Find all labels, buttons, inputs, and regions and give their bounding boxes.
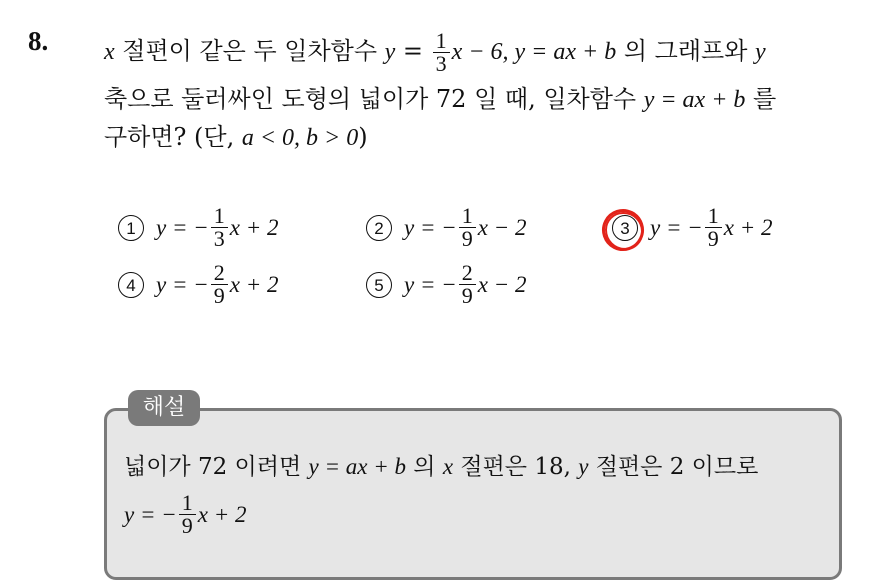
selected-answer-circle-inner (605, 212, 643, 250)
fraction: $\frac{1}{3}$ (433, 30, 450, 75)
choice-2[interactable]: 2 y = − $\frac{1}{9}$ x − 2 (366, 205, 526, 250)
choice-5[interactable]: 5 y = − $\frac{2}{9}$ x − 2 (366, 262, 526, 307)
choice-1[interactable]: 1 y = − $\frac{1}{3}$ x + 2 (118, 205, 278, 250)
explanation-line-2: y = − $\frac{1}{9}$ x + 2 (124, 490, 247, 538)
question-number: 8. (28, 26, 49, 56)
explanation-tab: 해설 (128, 390, 200, 426)
choice-3[interactable]: 3 y = − $\frac{1}{9}$ x + 2 (612, 205, 772, 250)
question-line-3: 구하면? (단, a < 0, b > 0) (104, 123, 368, 151)
question-line-2: 축으로 둘러싸인 도형의 넓이가 72 일 때, 일차함수 y = ax + b 를 (104, 85, 777, 113)
explanation-line-1: 넓이가 72 이려면 y = ax + b 의 x 절편은 18, y 절편은 2 이므로 (124, 454, 759, 480)
choice-4[interactable]: 4 y = − $\frac{2}{9}$ x + 2 (118, 262, 278, 307)
question-line-1: x 절편이 같은 두 일차함수 y = $\frac{1}{3}$ x − 6, y = ax + b 의 그래프와 y (104, 28, 766, 76)
